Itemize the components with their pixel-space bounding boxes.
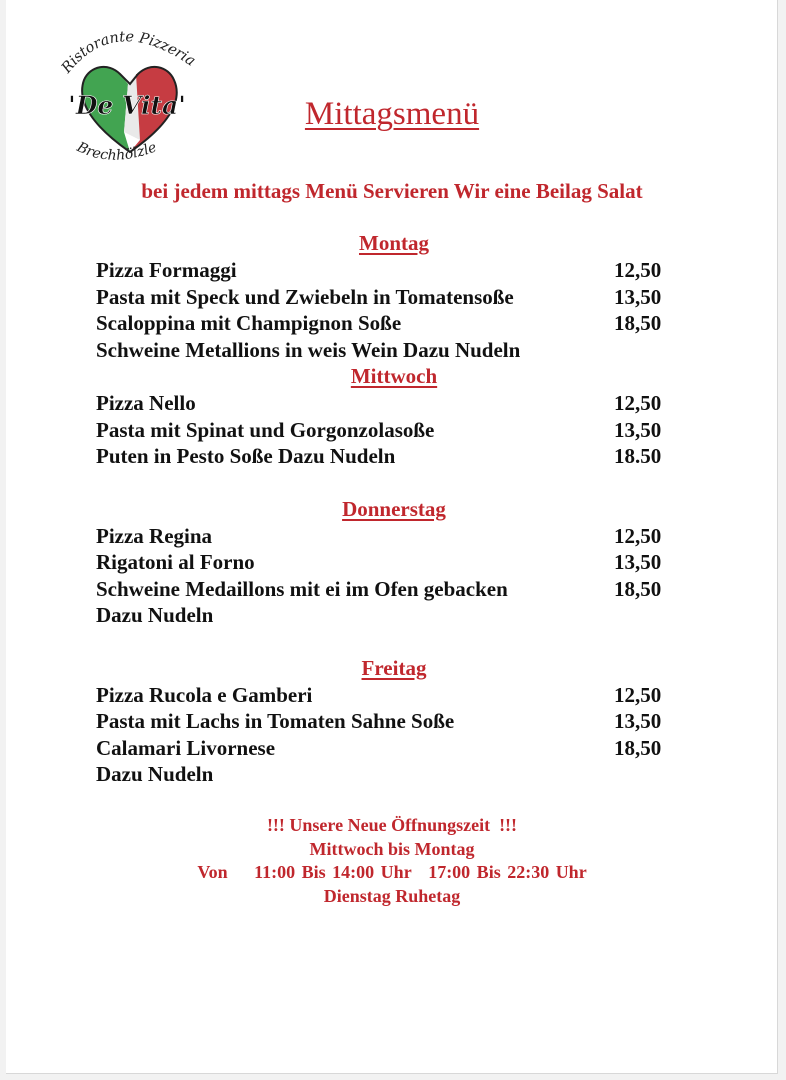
item-price: 12,50 bbox=[614, 258, 662, 282]
item-name: Calamari Livornese bbox=[96, 735, 276, 760]
item-price: 12,50 bbox=[614, 391, 662, 415]
item-price: 13,50 bbox=[614, 284, 662, 309]
notice-closed-day: Dienstag Ruhetag bbox=[323, 885, 461, 906]
item-name: Pizza Formaggi bbox=[96, 258, 237, 282]
item-price: 18,50 bbox=[614, 576, 662, 601]
notice-hours bbox=[6, 861, 778, 885]
item-name: Dazu Nudeln bbox=[96, 603, 214, 627]
hours-from-label: Von bbox=[197, 862, 228, 882]
list-item bbox=[96, 602, 676, 629]
item-name: Pasta mit Speck und Zwiebeln in Tomatensoße bbox=[96, 284, 514, 309]
item-price: 13,50 bbox=[614, 417, 662, 442]
spacer bbox=[96, 629, 676, 655]
item-name: Pizza Rucola e Gamberi bbox=[96, 682, 313, 707]
list-item bbox=[96, 417, 676, 444]
item-price: 13,50 bbox=[614, 550, 662, 574]
day-heading: Mittwoch bbox=[350, 364, 438, 388]
day-heading: Freitag bbox=[361, 655, 427, 680]
list-item bbox=[96, 735, 676, 762]
hours-evening: 17:00 Bis 22:30 Uhr bbox=[428, 862, 587, 882]
item-price: 18.50 bbox=[614, 444, 662, 468]
menu-page bbox=[6, 0, 778, 1074]
item-name: Rigatoni al Forno bbox=[96, 550, 255, 574]
logo-name: 'De Vita' bbox=[68, 91, 186, 120]
item-price: 12,50 bbox=[614, 682, 662, 707]
item-name: Pasta mit Spinat und Gorgonzolasoße bbox=[96, 417, 435, 442]
item-price: 12,50 bbox=[614, 523, 662, 548]
spacer bbox=[96, 470, 676, 496]
day-heading: Donnerstag bbox=[342, 496, 446, 521]
list-item bbox=[96, 708, 676, 735]
item-name: Scaloppina mit Champignon Soße bbox=[96, 311, 402, 335]
notice-headline: !!! Unsere Neue Öffnungszeit !!! bbox=[266, 815, 518, 835]
item-name: Schweine Medaillons mit ei im Ofen gebacken bbox=[96, 576, 508, 601]
list-item bbox=[96, 682, 676, 709]
list-item bbox=[96, 576, 676, 603]
list-item bbox=[96, 549, 676, 576]
item-price bbox=[614, 602, 676, 629]
item-price: 13,50 bbox=[614, 709, 662, 733]
item-name: Schweine Metallions in weis Wein Dazu Nudeln bbox=[96, 337, 521, 362]
list-item bbox=[96, 284, 676, 311]
item-price: 18,50 bbox=[614, 311, 662, 335]
item-name: Dazu Nudeln bbox=[96, 762, 214, 786]
list-item bbox=[96, 761, 676, 788]
opening-hours-notice bbox=[6, 814, 778, 908]
page-subtitle: bei jedem mittags Menü Servieren Wir eine Beilag Salat bbox=[141, 179, 643, 203]
item-name: Pizza Regina bbox=[96, 523, 213, 548]
logo-location: Brechhölzle bbox=[74, 139, 159, 164]
day-heading: Montag bbox=[359, 231, 429, 255]
list-item bbox=[96, 523, 676, 550]
item-price bbox=[614, 761, 676, 788]
logo-arc-text: Ristorante Pizzeria bbox=[58, 29, 199, 77]
hours-lunch: 11:00 Bis 14:00 Uhr bbox=[254, 862, 412, 882]
svg-text:Ristorante Pizzeria bbox=[58, 29, 198, 77]
page-title: Mittagsmenü bbox=[304, 96, 480, 132]
list-item bbox=[96, 390, 676, 417]
list-item bbox=[96, 337, 676, 364]
item-name: Pasta mit Lachs in Tomaten Sahne Soße bbox=[96, 709, 455, 733]
item-name: Pizza Nello bbox=[96, 391, 196, 415]
list-item bbox=[96, 310, 676, 337]
list-item bbox=[96, 443, 676, 470]
menu-list bbox=[96, 230, 676, 788]
item-price bbox=[614, 337, 676, 364]
item-name: Puten in Pesto Soße Dazu Nudeln bbox=[96, 444, 396, 468]
list-item bbox=[96, 257, 676, 284]
notice-days: Mittwoch bis Montag bbox=[309, 838, 475, 859]
item-price: 18,50 bbox=[614, 735, 662, 760]
